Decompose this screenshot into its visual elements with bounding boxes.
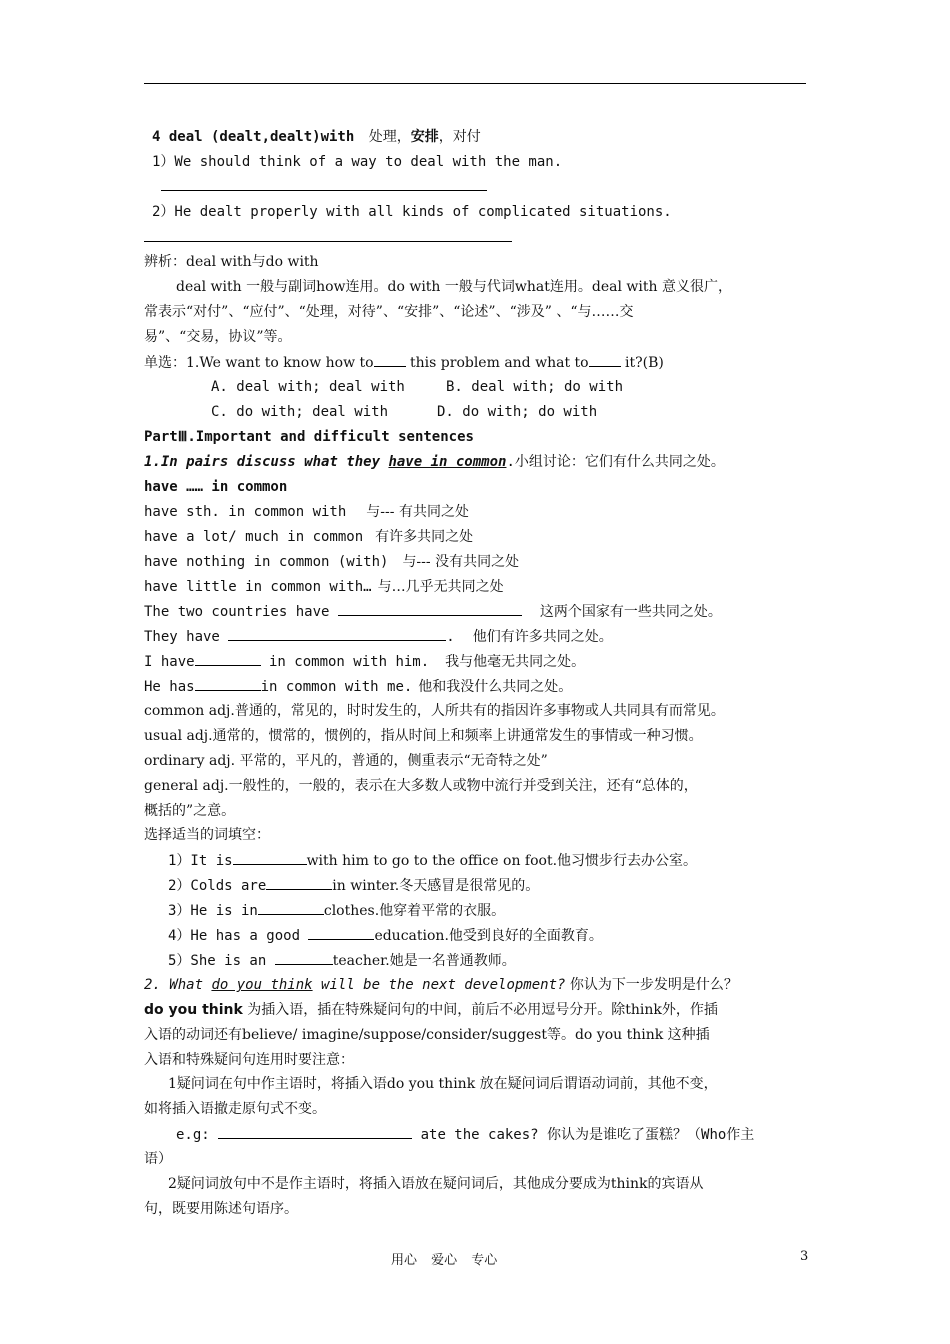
example-eg: e.g: ate the cakes? 你认为是谁吃了蛋糕？（Who作主 [176,1124,754,1145]
fill-1: 1）It is with him to go to the office on foot.他习惯步行去办公室。 [168,850,697,871]
translate-blank-1[interactable] [338,601,522,616]
def-ordinary: ordinary adj. 平常的，平凡的，普通的，侧重表示“无奇特之处” [144,753,548,769]
def-common: common adj.普通的，常见的，时时发生的，人所共有的指因许多事物或人共同具有而常见。 [144,703,725,719]
translate-4: He has in common with me. 他和我没什么共同之处。 [144,676,572,697]
example-2: 2）He dealt properly with all kinds of complicated situations. [152,204,672,220]
insert-note-3: 入语和特殊疑问句连用时要注意： [144,1052,354,1068]
phrase-1: have sth. in common with 与--- 有共同之处 [144,504,469,520]
part3-title: PartⅢ.Important and difficult sentences [144,429,474,445]
page-number: 3 [800,1249,809,1264]
sentence-1: 1.In pairs discuss what they have in common.小组讨论：它们有什么共同之处。 [144,454,725,470]
phrase-3: have nothing in common (with) 与--- 没有共同之处 [144,554,520,570]
fill-blank-5[interactable] [275,950,333,965]
rule-1a: 1疑问词在句中作主语时，将插入语do you think 放在疑问词后谓语动词前，其他不变， [168,1076,718,1092]
mc-option-d: D. do with; do with [437,404,598,420]
section-4-heading: 4 deal (dealt,dealt)with 处理，安排，对付 [152,129,481,145]
rule-2b: 句，既要用陈述句语序。 [144,1201,298,1217]
fill-blank-4[interactable] [308,925,374,940]
analysis-line-2: 常表示“对付”、“应付”、“处理，对待”、“安排”、“论述”、“涉及” 、“与……交 [144,304,634,320]
insert-note-1: do you think 为插入语，插在特殊疑问句的中间，前后不必用逗号分开。除think外，作插 [144,1002,718,1018]
fill-blank-3[interactable] [258,900,324,915]
insert-note-2: 入语的动词还有believe/ imagine/suppose/consider/suggest等。do you think 这种插 [144,1027,710,1043]
mc-option-b: B. deal with; do with [446,379,624,395]
translate-1: The two countries have 这两个国家有一些共同之处。 [144,601,722,622]
example-eg-cont: 语） [144,1151,172,1167]
fill-blank-1[interactable] [233,850,307,865]
answer-blank-2[interactable] [144,241,512,242]
fill-4: 4）He has a good education.他受到良好的全面教育。 [168,925,603,946]
fill-3: 3）He is in clothes.他穿着平常的衣服。 [168,900,505,921]
mc-option-c: C. do with; deal with [211,404,389,420]
def-general-1: general adj.一般性的，一般的，表示在大多数人或物中流行并受到关注，还有“总体的， [144,778,698,794]
phrase-2: have a lot/ much in common 有许多共同之处 [144,529,474,545]
answer-blank-1[interactable] [161,190,487,191]
mc-option-a: A. deal with; deal with [211,379,405,395]
def-general-2: 概括的”之意。 [144,803,236,819]
rule-1b: 如将插入语撤走原句式不变。 [144,1101,326,1117]
analysis-line-1: deal with 一般与副词how连用。do with 一般与代词what连用。deal with 意义很广， [176,279,732,295]
def-usual: usual adj.通常的，惯常的，惯例的，指从时间上和频率上讲通常发生的事情或一种习惯。 [144,728,703,744]
translate-blank-3[interactable] [195,651,261,666]
footer-motto: 用心 爱心 专心 [391,1253,498,1268]
fill-blank-2[interactable] [266,875,332,890]
header-rule [144,83,806,84]
translate-blank-4[interactable] [195,676,261,691]
eg-blank[interactable] [218,1124,412,1139]
fill-title: 选择适当的词填空： [144,827,270,843]
translate-2: They have . 他们有许多共同之处。 [144,626,613,647]
phrase-4: have little in common with… 与…几乎无共同之处 [144,579,504,595]
sentence-2: 2. What do you think will be the next development? 你认为下一步发明是什么？ [144,977,738,993]
phrase-heading: have …… in common [144,479,288,495]
fill-2: 2）Colds are in winter.冬天感冒是很常见的。 [168,875,539,896]
mc-blank-2[interactable] [589,352,621,367]
example-1: 1）We should think of a way to deal with the man. [152,154,563,170]
rule-2a: 2疑问词放句中不是作主语时，将插入语放在疑问词后，其他成分要成为think的宾语从 [168,1176,704,1192]
analysis-title: 辨析：deal with与do with [144,254,319,270]
translate-3: I have in common with him. 我与他毫无共同之处。 [144,651,585,672]
translate-blank-2[interactable] [228,626,446,641]
mc-blank-1[interactable] [374,352,406,367]
fill-5: 5）She is an teacher.她是一名普通教师。 [168,950,516,971]
analysis-line-3: 易”、“交易，协议”等。 [144,329,292,345]
mc-question: 单选：1.We want to know how to this problem and what to it?(B) [144,352,664,373]
